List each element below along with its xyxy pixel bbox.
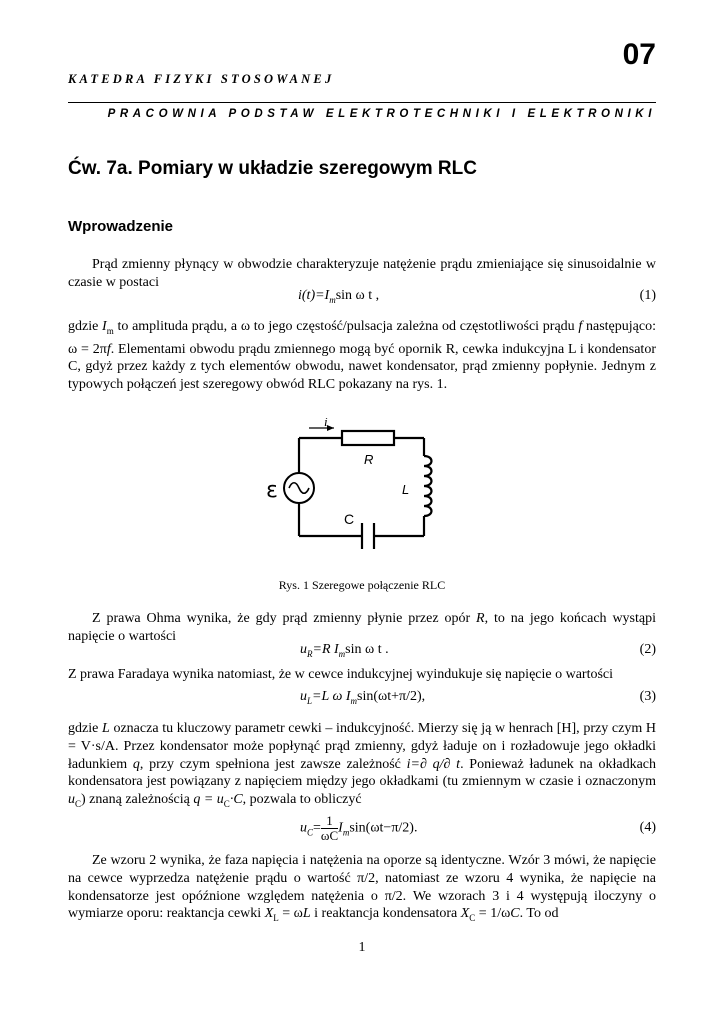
equation-3 [68,689,656,709]
header-rule [68,102,656,103]
resistor-symbol [342,431,394,445]
resistor-label: R [364,452,374,467]
paragraph-3: Z prawa Ohma wynika, że gdy prąd zmienny płynie przez opór R, to na jego końcach wystąpi napięcie o wartości [68,611,657,644]
equation-2-number: (2) [639,642,656,657]
inductor-label: L [402,482,410,497]
equation-1-number: (1) [639,288,656,303]
equation-1 [68,288,656,308]
department-header: KATEDRA FIZYKI STOSOWANEJ [68,72,335,86]
capacitor-label: C [344,511,355,527]
rlc-circuit-diagram [254,418,454,568]
source-label: ε [266,478,278,503]
equation-4-fraction: $\frac{1}{\omega C}$ [320,813,339,843]
capacitor-symbol [362,523,374,549]
page-code: 07 [622,38,656,71]
equation-4-number: (4) [639,820,656,835]
paragraph-6: Ze wzoru 2 wynika, że faza napięcia i natężenia na oporze są identyczne. Wzór 3 mówi, że napięcie na cewce wyprzedza natężenie prądu o wartość π/2, natomiast ze wzoru 4 wynika, że napięcie na kondensatorze jest opóźnione względem natężenia o π/2. We wzorach 3 i 4 występują iloczyny o wymiarze oporu: reaktancja cewki $X_L = \omega L$ i reaktancja kondensatora $X_C = 1/\omega C$. To od [68,853,656,924]
equation-2-formula: $u_R=R$ $I_m\sin$ ω t . [300,642,389,659]
section-heading: Wprowadzenie [68,218,174,235]
equation-1-formula: $i(t)=I_m\sin$ ω t , [298,288,380,305]
paragraph-1-text: Prąd zmienny płynący w obwodzie charakteryzuje natężenie prądu zmieniające się sinusoidalnie w czasie w postaci [68,257,656,290]
current-label: i [324,418,328,429]
page-title: Ćw. 7a. Pomiary w układzie szeregowym RLC [68,158,477,179]
lab-header: PRACOWNIA PODSTAW ELEKTROTECHNIKI I ELEKTRONIKI [107,108,656,120]
equation-4 [68,814,656,844]
figure-caption: Rys. 1 Szeregowe połączenie RLC [278,578,446,592]
charge-current-relation: i=∂ q/∂ t [406,756,461,772]
page-number: 1 [358,940,366,955]
equation-2 [68,642,656,662]
inductor-symbol [424,456,432,516]
source-symbol [284,473,314,503]
paragraph-5: gdzie L oznacza tu kluczowy parametr cewki – indukcyjność. Mierzy się ją w henrach [H], przy czym H = V·s/A. Przez kondensator może popłynąć prąd zmienny, gdyż ładuje on i rozładowuje jego okładki ładunkiem q, przy czym spełniona jest zawsze zależność i=∂ q/∂ t. Ponieważ ładunek na okładkach kondensatora jest powiązany z napięciem między jego okładkami (tu zmiennym w czasie i oznaczonym $u_C$) znaną zależnością $q = u_C\cdot C$, pozwala to obliczyć [68,721,656,809]
paragraph-2: gdzie $I_m$ to amplituda prądu, a ω to jego częstość/pulsacja zależna od częstotliwości prądu f następująco: ω = 2πf. Elementami obwodu prądu zmiennego mogą być opornik R, cewka indukcyjna L i kondensator C, gdyż przez każdy z tych elementów obwodu, nawet kondensator, prąd zmienny popłynie. Jednym z typowych połączeń jest szeregowy obwód RLC pokazany na rys. 1. [68,319,656,393]
equation-3-formula: $u_L=L$ ω $I_m\sin(\omega t+\pi/2)$, [300,689,426,706]
equation-4-formula: $u_C=$ $\frac{1}{\omega C}$ $I_m\sin(\omega t-\pi/2)$. [300,813,418,843]
equation-3-number: (3) [639,689,656,704]
paragraph-4: Z prawa Faradaya wynika natomiast, że w cewce indukcyjnej wyindukuje się napięcie o wartości [68,667,614,682]
current-arrow [309,425,334,431]
paragraph-1 [68,256,656,292]
